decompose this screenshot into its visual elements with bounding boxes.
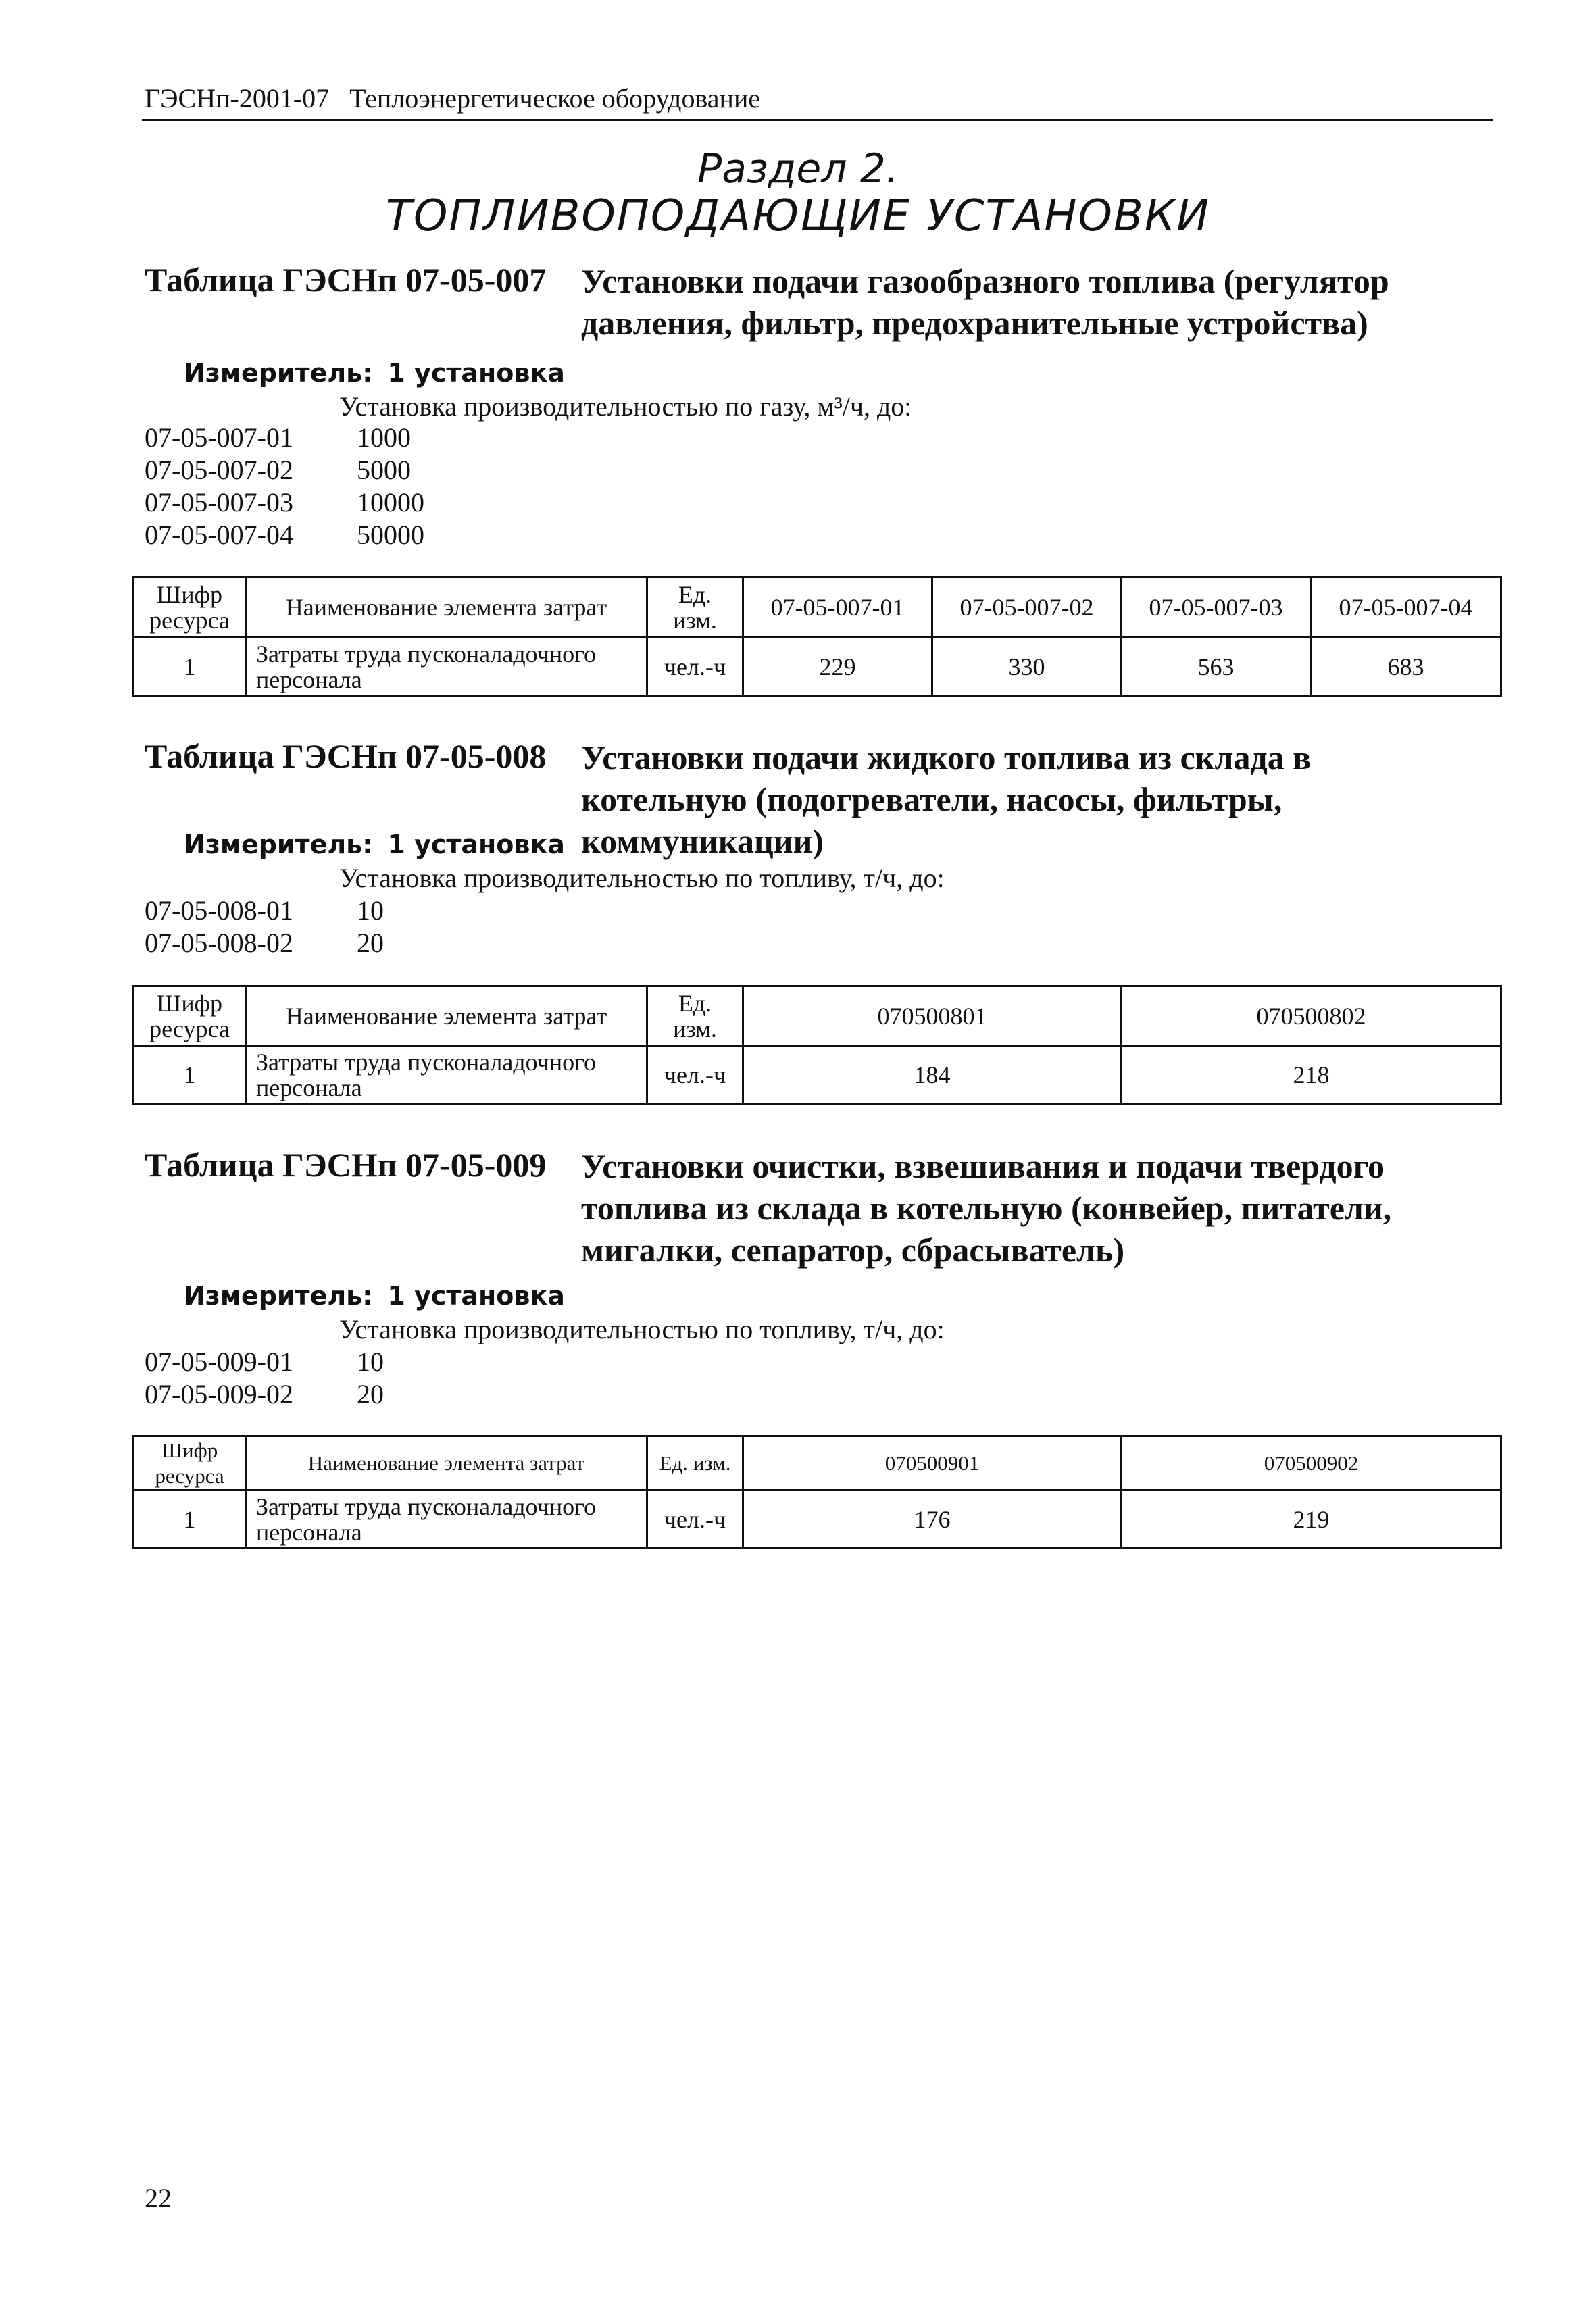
row-code: 1 <box>134 1046 246 1104</box>
measure <box>184 1281 565 1311</box>
row-unit: чел.-ч <box>647 637 743 697</box>
row-unit: чел.-ч <box>647 1490 743 1549</box>
resource-table <box>132 985 1502 1105</box>
table-code: Таблица ГЭСНп 07-05-008 <box>145 737 547 775</box>
list-item <box>145 1346 384 1378</box>
section-label: Раздел 2. <box>697 145 899 193</box>
header-subject: Теплоэнергетическое оборудование <box>349 83 761 114</box>
col-header: 070500801 <box>743 986 1122 1046</box>
running-header <box>145 82 760 114</box>
measure-value: 1 установка <box>387 358 565 388</box>
item-code: 07-05-007-04 <box>145 520 293 550</box>
col-name-header: Наименование элемента затрат <box>246 578 647 637</box>
table-header-row <box>134 578 1501 637</box>
col-header: 070500802 <box>1122 986 1501 1046</box>
measure <box>184 358 565 388</box>
item-value: 1000 <box>357 422 411 453</box>
col-code-header: Шифр ресурса <box>134 986 246 1046</box>
row-code: 1 <box>134 1490 246 1549</box>
item-value: 10 <box>357 1347 384 1377</box>
param-line: Установка производительностью по топливу, т/ч, до: <box>339 1314 945 1344</box>
item-code: 07-05-008-01 <box>145 895 293 926</box>
col-header: 07-05-007-04 <box>1311 578 1501 637</box>
section-title: ТОПЛИВОПОДАЮЩИЕ УСТАНОВКИ <box>385 191 1211 241</box>
page-number: 22 <box>145 2183 172 2213</box>
resource-table <box>132 576 1502 697</box>
col-name-header: Наименование элемента затрат <box>246 986 647 1046</box>
table-title: Установки подачи газообразного топлива (регулятор давления, фильтр, предохранительные устройства) <box>581 262 1389 342</box>
measure-label: Измеритель: <box>184 358 373 388</box>
item-value: 20 <box>357 928 384 958</box>
item-value: 10 <box>357 895 384 926</box>
item-code: 07-05-007-03 <box>145 487 293 518</box>
item-code: 07-05-009-02 <box>145 1379 293 1409</box>
col-header: 07-05-007-02 <box>932 578 1122 637</box>
col-code-header: Шифр ресурса <box>134 578 246 637</box>
item-code: 07-05-009-01 <box>145 1347 293 1377</box>
row-unit: чел.-ч <box>647 1046 743 1104</box>
col-code-header: Шифр ресурса <box>134 1436 246 1490</box>
header-rule <box>142 119 1493 121</box>
table-title: Установки очистки, взвешивания и подачи твердого топлива из склада в котельную (конвейер, питатели, мигалки, сепаратор, сбрасыватель) <box>581 1147 1392 1269</box>
cell-value: 184 <box>743 1046 1122 1104</box>
cell-value: 229 <box>743 637 932 697</box>
cell-value: 330 <box>932 637 1122 697</box>
col-header: 07-05-007-01 <box>743 578 932 637</box>
list-item <box>145 895 384 926</box>
measure-label: Измеритель: <box>184 830 373 859</box>
header-doc-code: ГЭСНп-2001-07 <box>145 83 330 114</box>
table-code: Таблица ГЭСНп 07-05-009 <box>145 1146 547 1184</box>
table-row <box>134 1490 1501 1549</box>
table-header-row <box>134 986 1501 1046</box>
param-line: Установка производительностью по газу, м³/ч, до: <box>339 391 912 422</box>
table-row <box>134 637 1501 697</box>
col-header: 070500901 <box>743 1436 1122 1490</box>
row-name: Затраты труда пусконаладочного персонала <box>246 637 647 697</box>
item-value: 5000 <box>357 455 411 485</box>
row-name: Затраты труда пусконаладочного персонала <box>246 1046 647 1104</box>
row-name: Затраты труда пусконаладочного персонала <box>246 1490 647 1549</box>
list-item <box>145 1378 384 1410</box>
table-header-row <box>134 1436 1501 1490</box>
list-item <box>145 454 411 486</box>
col-name-header: Наименование элемента затрат <box>246 1436 647 1490</box>
cell-value: 219 <box>1122 1490 1501 1549</box>
item-code: 07-05-007-02 <box>145 455 293 485</box>
col-unit-header: Ед. изм. <box>647 578 743 637</box>
table-code: Таблица ГЭСНп 07-05-007 <box>145 261 547 299</box>
measure-value: 1 установка <box>387 1281 565 1311</box>
col-header: 070500902 <box>1122 1436 1501 1490</box>
col-unit-header: Ед. изм. <box>647 986 743 1046</box>
row-code: 1 <box>134 637 246 697</box>
list-item <box>145 486 424 518</box>
list-item <box>145 927 384 959</box>
col-unit-header: Ед. изм. <box>647 1436 743 1490</box>
measure-value: 1 установка <box>387 830 565 859</box>
resource-table <box>132 1435 1502 1549</box>
item-value: 10000 <box>357 487 424 518</box>
item-value: 50000 <box>357 520 424 550</box>
table-title: Установки подачи жидкого топлива из склада в котельную (подогреватели, насосы, фильтры, коммуникации) <box>581 738 1312 860</box>
list-item <box>145 519 424 551</box>
item-value: 20 <box>357 1379 384 1409</box>
measure-label: Измеритель: <box>184 1281 373 1311</box>
cell-value: 563 <box>1122 637 1311 697</box>
cell-value: 683 <box>1311 637 1501 697</box>
item-code: 07-05-007-01 <box>145 422 293 453</box>
param-line: Установка производительностью по топливу, т/ч, до: <box>339 863 945 893</box>
cell-value: 176 <box>743 1490 1122 1549</box>
list-item <box>145 422 411 453</box>
measure <box>184 830 565 859</box>
item-code: 07-05-008-02 <box>145 928 293 958</box>
col-header: 07-05-007-03 <box>1122 578 1311 637</box>
table-row <box>134 1046 1501 1104</box>
cell-value: 218 <box>1122 1046 1501 1104</box>
